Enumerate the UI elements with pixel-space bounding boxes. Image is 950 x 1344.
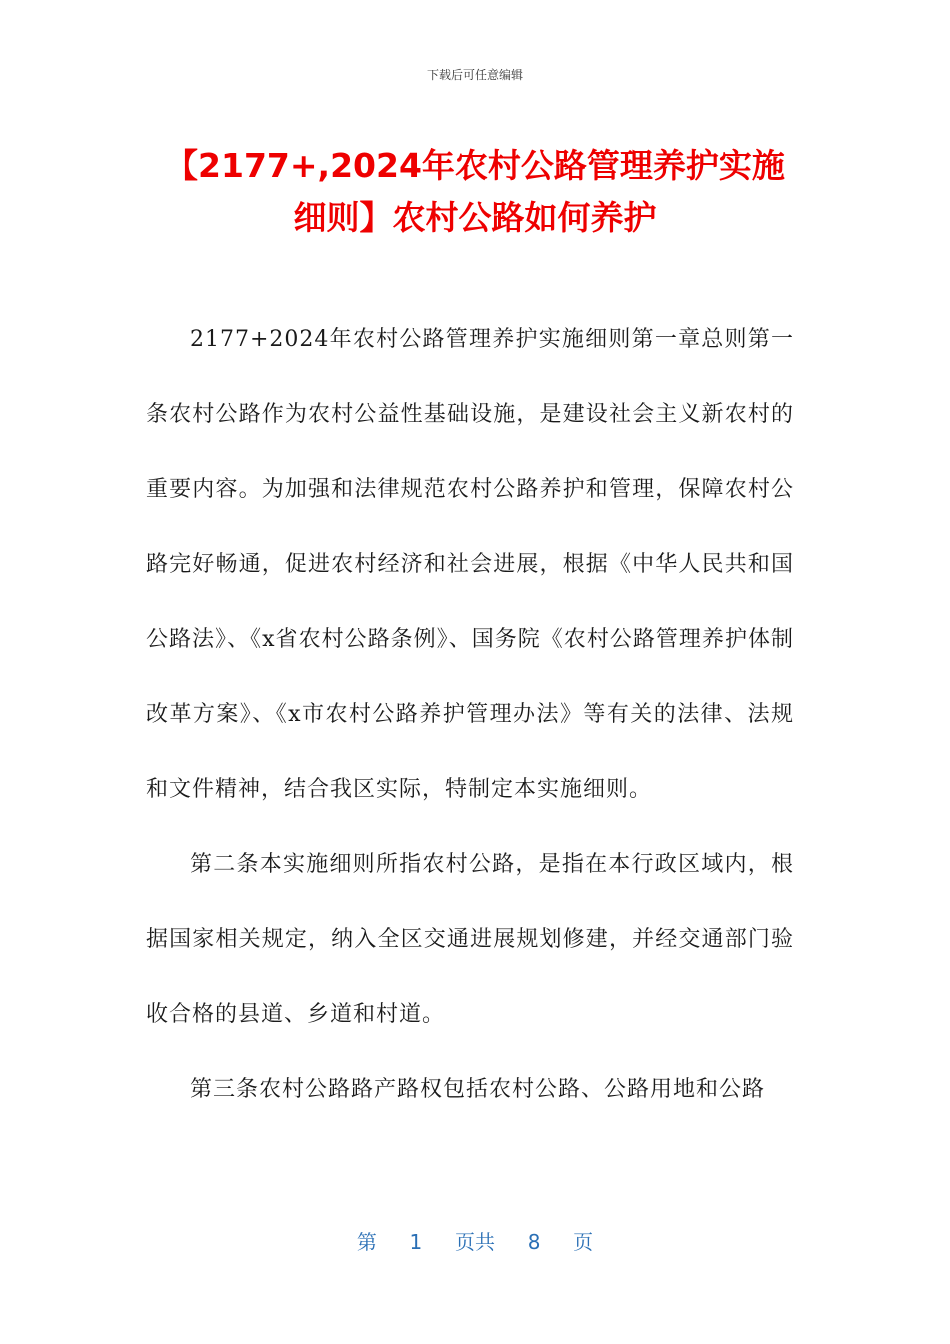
current-page-number: 1: [409, 1230, 423, 1254]
total-pages-number: 8: [527, 1230, 541, 1254]
page-footer: [0, 1226, 950, 1255]
document-title: 【2177+,2024年农村公路管理养护实施细则】农村公路如何养护: [165, 146, 785, 237]
paragraph: 2177+2024年农村公路管理养护实施细则第一章总则第一条农村公路作为农村公益性基础设施，是建设社会主义新农村的重要内容。为加强和法律规范农村公路养护和管理，保障农村公路完好畅通，促进农村经济和社会进展，根据《中华人民共和国公路法》、《x省农村公路条例》、国务院《农村公路管理养护体制改革方案》、《x市农村公路养护管理办法》等有关的法律、法规和文件精神，结合我区实际，特制定本实施细则。: [146, 327, 794, 802]
document-body: [146, 302, 794, 1127]
page-label-prefix: 第: [356, 1230, 377, 1254]
page-label-mid: 页共: [455, 1230, 495, 1254]
paragraph: 第二条本实施细则所指农村公路，是指在本行政区域内，根据国家相关规定，纳入全区交通进展规划修建，并经交通部门验收合格的县道、乡道和村道。: [146, 852, 794, 1027]
paragraph: 第三条农村公路路产路权包括农村公路、公路用地和公路: [190, 1077, 766, 1102]
page-label-suffix: 页: [573, 1230, 594, 1254]
header-note: 下载后可任意编辑: [426, 68, 523, 82]
